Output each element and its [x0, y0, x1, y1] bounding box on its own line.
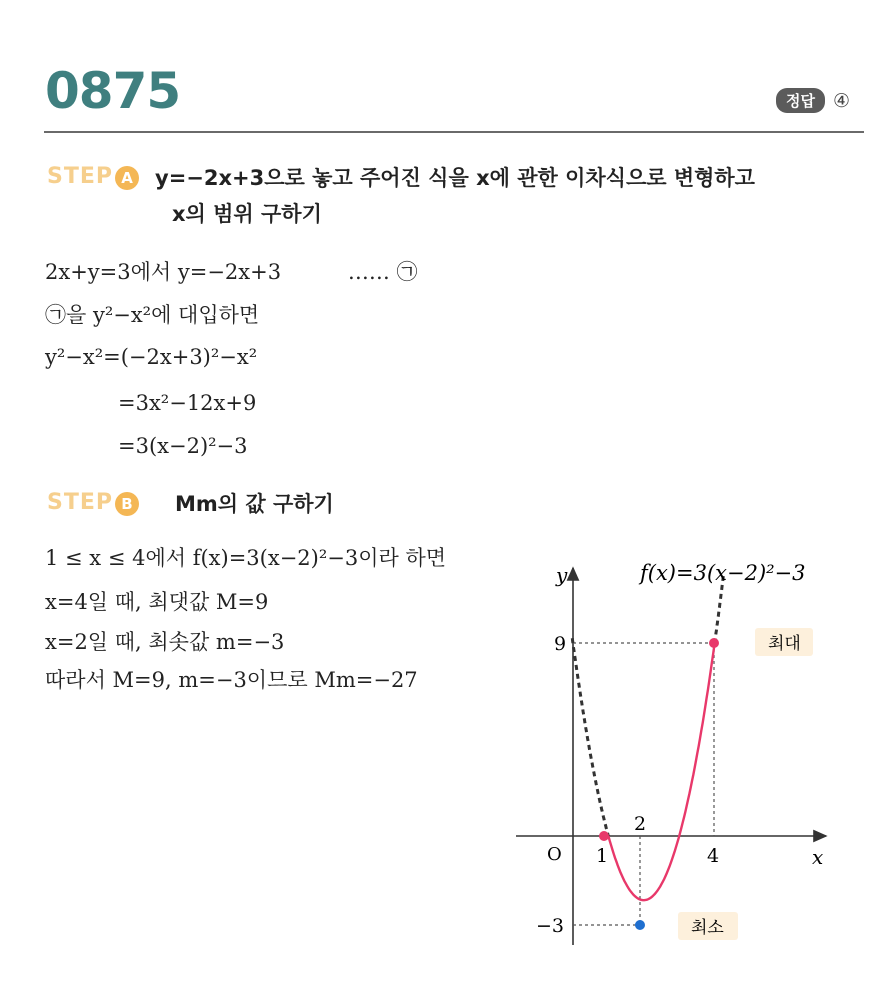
- x-tick-1: 1: [596, 845, 609, 867]
- solution-a-line-3: y²−x²=(−2x+3)²−x²: [45, 345, 258, 369]
- solution-a-line-1: 2x+y=3에서 y=−2x+3 …… ㉠: [45, 260, 418, 284]
- step-a-title-line2: x의 범위 구하기: [172, 202, 322, 226]
- x-axis-label: x: [812, 845, 824, 869]
- origin-label: O: [547, 844, 562, 865]
- step-b-label: STEP: [47, 490, 114, 515]
- answer-value: ④: [832, 89, 850, 112]
- step-b-title: Mm의 값 구하기: [175, 492, 334, 516]
- solution-b-line-1: 1 ≤ x ≤ 4에서 f(x)=3(x−2)²−3이라 하면: [45, 546, 447, 570]
- curve-domain: [608, 643, 714, 900]
- solution-a-line-4: =3x²−12x+9: [118, 391, 257, 415]
- curve-outside-left: [572, 638, 608, 836]
- solution-a-line-2: ㉠을 y²−x²에 대입하면: [45, 303, 260, 327]
- answer-badge: 정답: [776, 88, 825, 113]
- solution-b-line-4: 따라서 M=9, m=−3이므로 Mm=−27: [45, 668, 418, 692]
- problem-number: 0875: [45, 62, 181, 120]
- x-tick-2: 2: [634, 813, 647, 835]
- step-a-label: STEP: [47, 164, 114, 189]
- curve-outside-right: [715, 575, 724, 643]
- point-max: [709, 638, 719, 648]
- step-a-title-line1: y=−2x+3으로 놓고 주어진 식을 x에 관한 이차식으로 변형하고: [155, 166, 755, 190]
- y-tick-neg3: −3: [536, 915, 565, 937]
- solution-b-line-2: x=4일 때, 최댓값 M=9: [45, 590, 269, 614]
- step-a-badge: A: [115, 166, 139, 190]
- point-min: [635, 920, 645, 930]
- solution-b-line-3: x=2일 때, 최솟값 m=−3: [45, 630, 285, 654]
- function-label: f(x)=3(x−2)²−3: [640, 561, 806, 585]
- point-x1: [599, 831, 609, 841]
- x-tick-4: 4: [707, 845, 720, 867]
- step-b-badge: B: [115, 492, 139, 516]
- y-axis-label: y: [556, 563, 568, 587]
- solution-a-line-5: =3(x−2)²−3: [118, 434, 248, 458]
- y-tick-9: 9: [554, 633, 567, 655]
- max-label: 최대: [768, 634, 801, 654]
- min-label: 최소: [691, 918, 724, 938]
